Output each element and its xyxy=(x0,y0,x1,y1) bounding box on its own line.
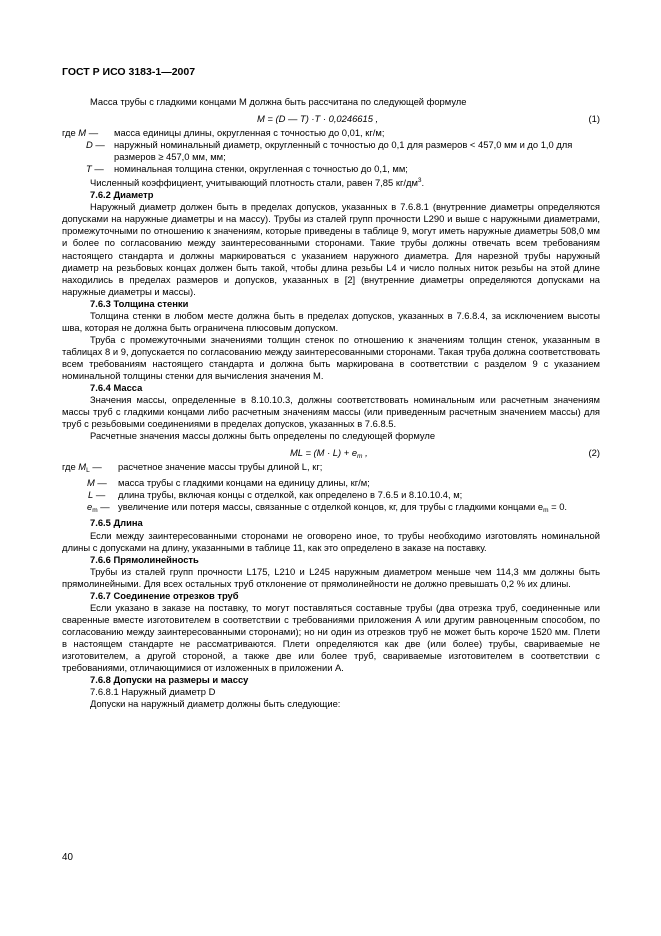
section-7-6-7-text: Если указано в заказе на поставку, то могут поставляться составные трубы (два отрезка труб, соединенные или сваренные вместе изготовителем в соответствии с требованиями приложения А или другим равноценным способом, по согласованию между заинтересованными сторонами); но ни один из отрезков труб не может быть короче 1520 мм. Плети в настоящем стандарте не рассматриваются. Плети определяются как две (или более) трубы, свариваемые не изготовителем, а другой стороной, а также две или более труб, свариваемые изготовителем в соответствии с требованиями, отличающимися от изложенных в приложении А. xyxy=(62,601,600,674)
definition-item: T — номинальная толщина стенки, округленная с точностью до 0,1, мм; xyxy=(86,163,408,175)
section-7-6-5-title: 7.6.5 Длина xyxy=(90,517,143,529)
formula-2-expression: ML = $(M \cdot L) + e_m$ , xyxy=(290,447,368,461)
page-number: 40 xyxy=(62,852,73,863)
section-7-6-4-text: Значения массы, определенные в 8.10.10.3, должны соответствовать номинальным или расчетным значениям массы труб с гладкими концами либо расчетным значениям массы (или приведенным расчетным значением массы) для труб с резьбовыми соединениями в пределах допусков, указанных в 7.6.8.5. xyxy=(62,394,600,430)
definition-item: $e_m$ — увеличение или потеря массы, связанные с отделкой концов, кг, для трубы с гладкими концами $e_m = 0$. xyxy=(87,501,568,515)
definition-item: D — наружный номинальный диаметр, округленный с точностью до 0,1 для размеров < 457,0 мм и до 1,0 для размеров ≥ 457,0 мм, мм; xyxy=(86,139,573,163)
section-7-6-3-text: Толщина стенки в любом месте должна быть в пределах допусков, указанных в 7.6.8.4, за исключением высоты шва, которая не должна быть ограничена плюсовым допуском. xyxy=(62,309,600,333)
section-7-6-2-title: 7.6.2 Диаметр xyxy=(90,189,154,201)
section-7-6-3-title: 7.6.3 Толщина стенки xyxy=(90,297,189,309)
density-coefficient: Численный коэффициент, учитывающий плотность стали, равен 7,85 $кг/дм^3$. xyxy=(90,177,425,189)
definition-item: L — длина трубы, включая концы с отделкой, как определено в 7.6.5 и 8.10.10.4, м; xyxy=(88,489,463,501)
section-7-6-6-title: 7.6.6 Прямолинейность xyxy=(90,553,199,565)
definition-item: где $M_L$ — расчетное значение массы трубы длиной L, кг; xyxy=(62,461,323,475)
mass-intro: Масса трубы с гладкими концами M должна быть рассчитана по следующей формуле xyxy=(90,96,467,107)
section-7-6-8-1-title: 7.6.8.1 Наружный диаметр D xyxy=(90,686,216,698)
definition-item: M — масса трубы с гладкими концами на единицу длины, кг/м; xyxy=(87,477,370,489)
definition-item: где M — масса единицы длины, округленная с точностью до 0,01, кг/м; xyxy=(62,127,385,139)
formula-1 xyxy=(62,110,600,126)
formula-2-definitions xyxy=(62,461,600,517)
formula-2 xyxy=(62,444,600,460)
formula-1-definitions xyxy=(62,127,600,175)
section-7-6-8-text: Допуски на наружный диаметр должны быть следующие: xyxy=(90,698,341,710)
section-7-6-8-title: 7.6.8 Допуски на размеры и массу xyxy=(90,674,249,686)
section-7-6-4-title: 7.6.4 Масса xyxy=(90,382,143,394)
section-7-6-5-text: Если между заинтересованными сторонами не оговорено иное, то трубы необходимо изготовлять номинальной длины с допусками на длину, указанными в таблице 11, как это определено в заказе на поставку. xyxy=(62,529,600,553)
section-7-6-4-text: Расчетные значения массы должны быть определены по следующей формуле xyxy=(90,430,436,442)
section-7-6-6-text: Трубы из сталей групп прочности L175, L210 и L245 наружным диаметром меньше чем 114,3 мм должны быть прямолинейными. Для всех остальных труб отклонение от прямолинейности не должно превышать 0,2 % их длины. xyxy=(62,565,600,589)
section-7-6-2-text: Наружный диаметр должен быть в пределах допусков, указанных в 7.6.8.1 (внутренние диаметры определяются допусками на наружные диаметры и на массу). Трубы из сталей групп прочности L290 и выше с наружными диаметрами, промежуточными по отношению к значениям, которые приведены в таблице 9, могут иметь наружные диаметры 508,0 мм и более по согласованию между заинтересованными сторонами. Такие трубы должны отвечать всем требованиям настоящего стандарта и должны маркироваться с указанием наружного диаметра. Для нарезной трубы наружный диаметр на резьбовых концах должен быть такой, чтобы длина резьбы L4 и число полных ниток резьбы на этой длине находились в пределах размеров и допусков, указанных в [2] (внутренние диаметры определяются допусками на наружные диаметры и массы). xyxy=(62,201,600,297)
formula-1-number: (1) xyxy=(588,113,600,125)
standard-header: ГОСТ Р ИСО 3183-1—2007 xyxy=(62,66,196,78)
section-7-6-3-text: Труба с промежуточными значениями толщин стенок по отношению к значениям толщин стенок, указанным в таблицах 8 и 9, допускается по согласованию между заинтересованными сторонами. Такая труба должна соответствовать всем требованиям настоящего стандарта и должна быть маркирована в соответствии с разделом 9 с указанием номинальной толщины стенки для вычисления значения M. xyxy=(62,333,600,381)
document-body xyxy=(62,96,600,710)
section-7-6-7-title: 7.6.7 Соединение отрезков труб xyxy=(90,589,239,601)
formula-2-number: (2) xyxy=(588,447,600,459)
formula-1-expression: M = (D — T) ·T · 0,0246615 , xyxy=(257,113,379,125)
